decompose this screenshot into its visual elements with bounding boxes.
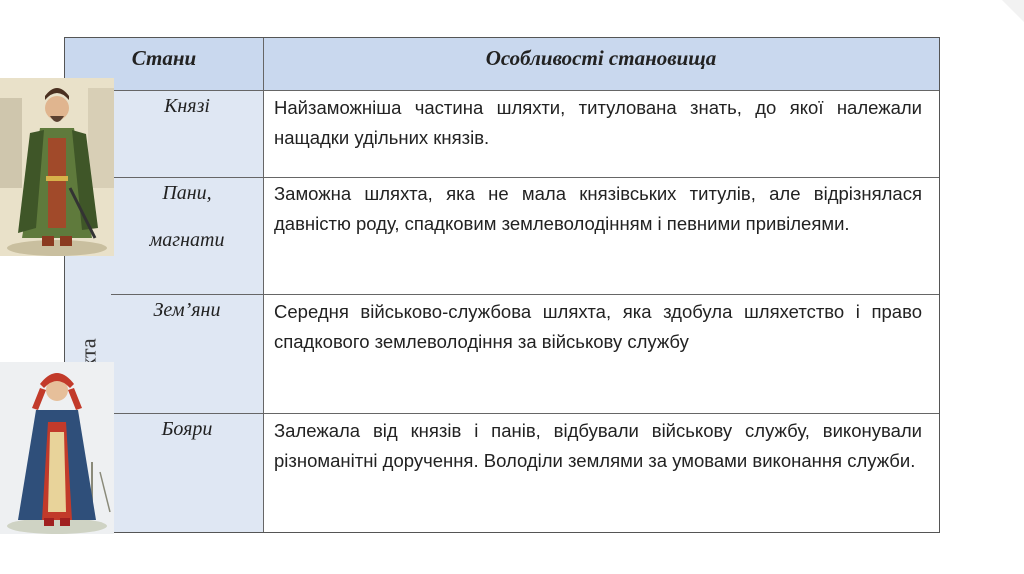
estate-name-line2: магнати bbox=[149, 229, 225, 251]
column-divider bbox=[263, 38, 264, 532]
estate-cell bbox=[111, 295, 263, 413]
row-divider bbox=[111, 177, 939, 178]
row-divider bbox=[111, 294, 939, 295]
corner-fold bbox=[1002, 0, 1024, 22]
noblewoman-illustration bbox=[0, 362, 114, 534]
header-estates: Стани bbox=[131, 46, 197, 70]
description-cell: Залежала від князів і панів, відбували військову службу, виконували різноманітні доручення. Володіли землями за умовами виконання служби. bbox=[274, 420, 922, 471]
row-divider bbox=[111, 413, 939, 414]
estate-name: Пани, bbox=[162, 182, 212, 204]
estates-table bbox=[64, 37, 940, 533]
description-cell: Найзаможніша частина шляхти, титулована знать, до якої належали нащадки удільних князів. bbox=[274, 97, 922, 148]
table-header bbox=[65, 38, 939, 90]
description-cell: Заможна шляхта, яка не мала князівських титулів, але відрізнялася давністю роду, спадковим землеволодінням і певними привілеями. bbox=[274, 183, 922, 234]
noblewoman-portrait-icon bbox=[0, 362, 114, 534]
estate-name: Князі bbox=[164, 95, 210, 117]
description-cell: Середня військово-службова шляхта, яка здобула шляхетство і право спадкового землеволодіння за військову службу bbox=[274, 301, 922, 352]
header-features: Особливості становища bbox=[485, 46, 717, 70]
nobleman-illustration bbox=[0, 78, 114, 256]
nobleman-portrait-icon bbox=[0, 78, 114, 256]
row-divider bbox=[65, 90, 939, 91]
estate-cell bbox=[111, 91, 263, 177]
estate-cell bbox=[111, 178, 263, 294]
estate-cell bbox=[111, 414, 263, 532]
estate-name: Зем’яни bbox=[153, 299, 221, 321]
estate-name: Бояри bbox=[161, 418, 213, 440]
